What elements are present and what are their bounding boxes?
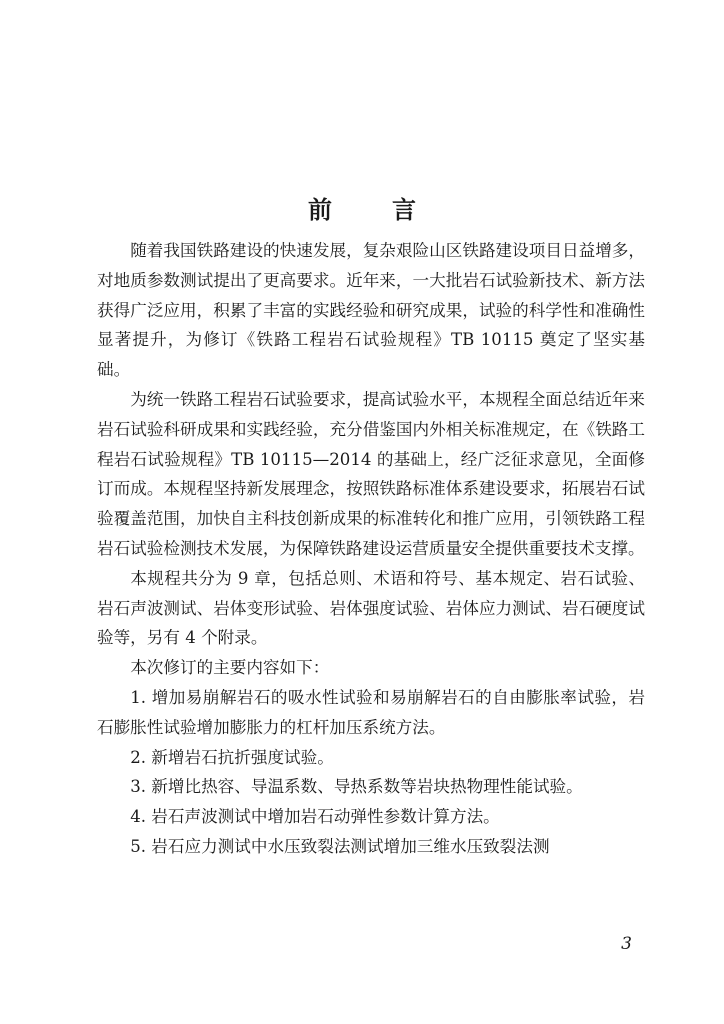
- page-title: 前言: [308, 195, 476, 225]
- paragraph-purpose: 为统一铁路工程岩石试验要求，提高试验水平，本规程全面总结近年来岩石试验科研成果和实践经验，充分借鉴国内外相关标准规定，在《铁路工程岩石试验规程》TB 10115—2014 的基础上，经广泛征求意见，全面修订而成。本规程坚持新发展理念，按照铁路标准体系建设要求，拓展岩石试验覆盖范围，加快自主科技创新成果的标准转化和推广应用，引领铁路工程岩石试验检测技术发展，为保障铁路建设运营质量安全提供重要技术支撑。: [97, 389, 645, 558]
- page-number: 3: [621, 934, 632, 954]
- revision-item-2: 2. 新增岩石抗折强度试验。: [130, 747, 334, 767]
- body-text: [97, 236, 645, 862]
- paragraph-background: 随着我国铁路建设的快速发展，复杂艰险山区铁路建设项目日益增多，对地质参数测试提出了更高要求。近年来，一大批岩石试验新技术、新方法获得广泛应用，积累了丰富的实践经验和研究成果，试验的科学性和准确性显著提升，为修订《铁路工程岩石试验规程》TB 10115 奠定了坚实基础。: [97, 241, 645, 380]
- revision-item-4: 4. 岩石声波测试中增加岩石动弹性参数计算方法。: [130, 807, 500, 827]
- revision-item-5: 5. 岩石应力测试中水压致裂法测试增加三维水压致裂法测: [130, 836, 550, 856]
- revision-item-1: 1. 增加易崩解岩石的吸水性试验和易崩解岩石的自由膨胀率试验，岩石膨胀性试验增加膨胀力的杠杆加压系统方法。: [97, 687, 645, 737]
- paragraph-structure: 本规程共分为 9 章，包括总则、术语和符号、基本规定、岩石试验、岩石声波测试、岩体变形试验、岩体强度试验、岩体应力测试、岩石硬度试验等，另有 4 个附录。: [97, 568, 645, 648]
- paragraph-revision-intro: 本次修订的主要内容如下：: [130, 658, 330, 678]
- revision-item-3: 3. 新增比热容、导温系数、导热系数等岩块热物理性能试验。: [130, 777, 583, 797]
